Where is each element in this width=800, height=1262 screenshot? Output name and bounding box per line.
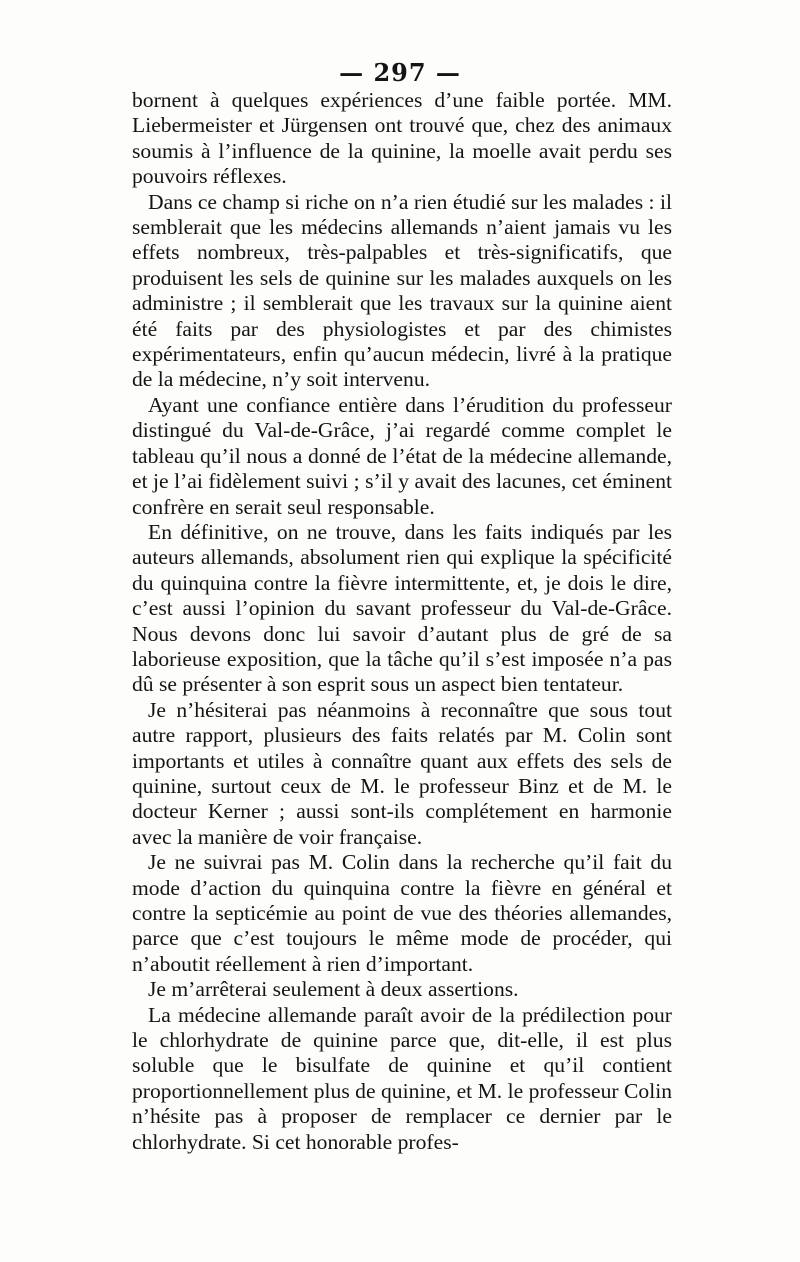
paragraph-1: bornent à quelques expériences d’une faible portée. MM. Liebermeister et Jürgensen ont trouvé que, chez des animaux soumis à l’influence de la quinine, la moelle avait perdu ses pouvoirs réflexes. xyxy=(132,88,672,189)
body-text xyxy=(132,88,672,1155)
paragraph-5: Je n’hésiterai pas néanmoins à reconnaître que sous tout autre rapport, plusieurs des faits relatés par M. Colin sont importants et utiles à connaître quant aux effets des sels de quinine, surtout ceux de M. le professeur Binz et de M. le docteur Kerner ; aussi sont-ils complétement en harmonie avec la manière de voir française. xyxy=(132,697,672,849)
paragraph-8: La médecine allemande paraît avoir de la prédilection pour le chlorhydrate de quinine parce que, dit-elle, il est plus soluble que le bisulfate de quinine et qu’il contient proportionnellement plus de quinine, et M. le professeur Colin n’hésite pas à proposer de remplacer ce dernier par le chlorhydrate. Si cet honorable profes- xyxy=(132,1002,672,1154)
paragraph-7: Je m’arrêterai seulement à deux assertions. xyxy=(148,977,519,1002)
paragraph-6: Je ne suivrai pas M. Colin dans la recherche qu’il fait du mode d’action du quinquina contre la fièvre en général et contre la septicémie au point de vue des théories allemandes, parce que c’est toujours le même mode de procéder, qui n’aboutit réellement à rien d’important. xyxy=(132,850,672,976)
paragraph-2: Dans ce champ si riche on n’a rien étudié sur les malades : il semblerait que les médecins allemands n’aient jamais vu les effets nombreux, très-palpables et très-significatifs, que produisent les sels de quinine sur les malades auxquels on les administre ; il semblerait que les travaux sur la quinine aient été faits par des physiologistes et par des chimistes expérimentateurs, enfin qu’aucun médecin, livré à la pratique de la médecine, n’y soit intervenu. xyxy=(132,189,672,392)
paragraph-4: En définitive, on ne trouve, dans les faits indiqués par les auteurs allemands, absolument rien qui explique la spécificité du quinquina contre la fièvre intermittente, et, je dois le dire, c’est aussi l’opinion du savant professeur du Val-de-Grâce. Nous devons donc lui savoir d’autant plus de gré de sa laborieuse exposition, que la tâche qu’il s’est imposée n’a pas dû se présenter à son esprit sous un aspect bien tentateur. xyxy=(132,519,672,697)
paragraph-3: Ayant une confiance entière dans l’érudition du professeur distingué du Val-de-Grâce, j’ai regardé comme complet le tableau qu’il nous a donné de l’état de la médecine allemande, et je l’ai fidèlement suivi ; s’il y avait des lacunes, cet éminent confrère en serait seul responsable. xyxy=(132,392,672,519)
page-number: — 297 — xyxy=(339,58,461,87)
